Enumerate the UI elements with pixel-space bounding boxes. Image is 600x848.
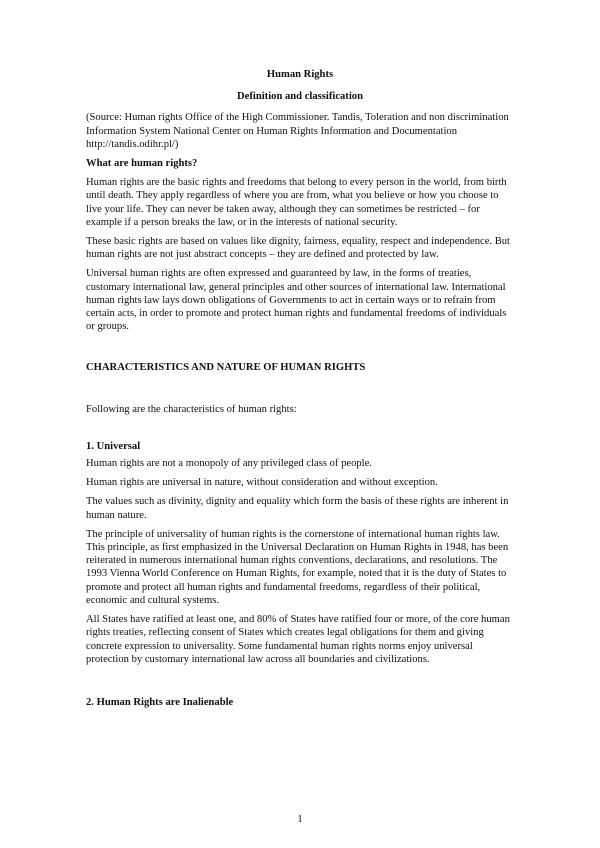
- source-citation: (Source: Human rights Office of the High Commissioner. Tandis, Toleration and non discrimination Information System National Center on Human Rights Information and Documentation http://tandis.odihr.pl/): [86, 112, 509, 150]
- paragraph: The values such as divinity, dignity and equality which form the basis of these rights are inherent in human nature.: [86, 496, 509, 521]
- paragraph: Human rights are not a monopoly of any privileged class of people.: [86, 458, 372, 470]
- paragraph: Universal human rights are often expressed and guaranteed by law, in the forms of treaties, customary international law, general principles and other sources of international law. International human rights law lays down obligations of Governments to act in certain ways or to refrain from certain acts, in order to promote and protect human rights and fundamental freedoms of individuals or groups.: [86, 268, 507, 333]
- paragraph: The principle of universality of human rights is the cornerstone of international human rights law. This principle, as first emphasized in the Universal Declaration on Human Rights in 1948, has been reiterated in numerous international human rights conventions, declarations, and resolutions. The 1993 Vienna World Conference on Human Rights, for example, noted that it is the duty of States to promote and protect all human rights and fundamental freedoms, regardless of their political, economic and cultural systems.: [86, 528, 509, 606]
- inalienable-heading: 2. Human Rights are Inalienable: [86, 696, 234, 708]
- document-subtitle: Definition and classification: [237, 91, 363, 103]
- characteristics-intro: Following are the characteristics of human rights:: [86, 403, 297, 415]
- page-content: [86, 68, 514, 709]
- what-are-human-rights-heading: What are human rights?: [86, 158, 198, 170]
- universal-heading: 1. Universal: [86, 440, 141, 452]
- paragraph: All States have ratified at least one, and 80% of States have ratified four or more, of the core human rights treaties, reflecting consent of States which creates legal obligations for them and giving concrete expression to universality. Some fundamental human rights norms enjoy universal protection by customary international law across all boundaries and civilizations.: [86, 614, 510, 665]
- paragraph: Human rights are the basic rights and freedoms that belong to every person in the world, from birth until death. They apply regardless of where you are from, what you believe or how you choose to live your life. They can never be taken away, although they can sometimes be restricted – for example if a person breaks the law, or in the interests of national security.: [86, 177, 507, 228]
- paragraph: Human rights are universal in nature, without consideration and without exception.: [86, 477, 438, 489]
- page-number: 1: [297, 814, 303, 825]
- paragraph: These basic rights are based on values like dignity, fairness, equality, respect and independence. But human rights are not just abstract concepts – they are defined and protected by law.: [86, 236, 511, 261]
- characteristics-heading: CHARACTERISTICS AND NATURE OF HUMAN RIGHTS: [86, 362, 366, 374]
- document-title: Human Rights: [266, 69, 334, 80]
